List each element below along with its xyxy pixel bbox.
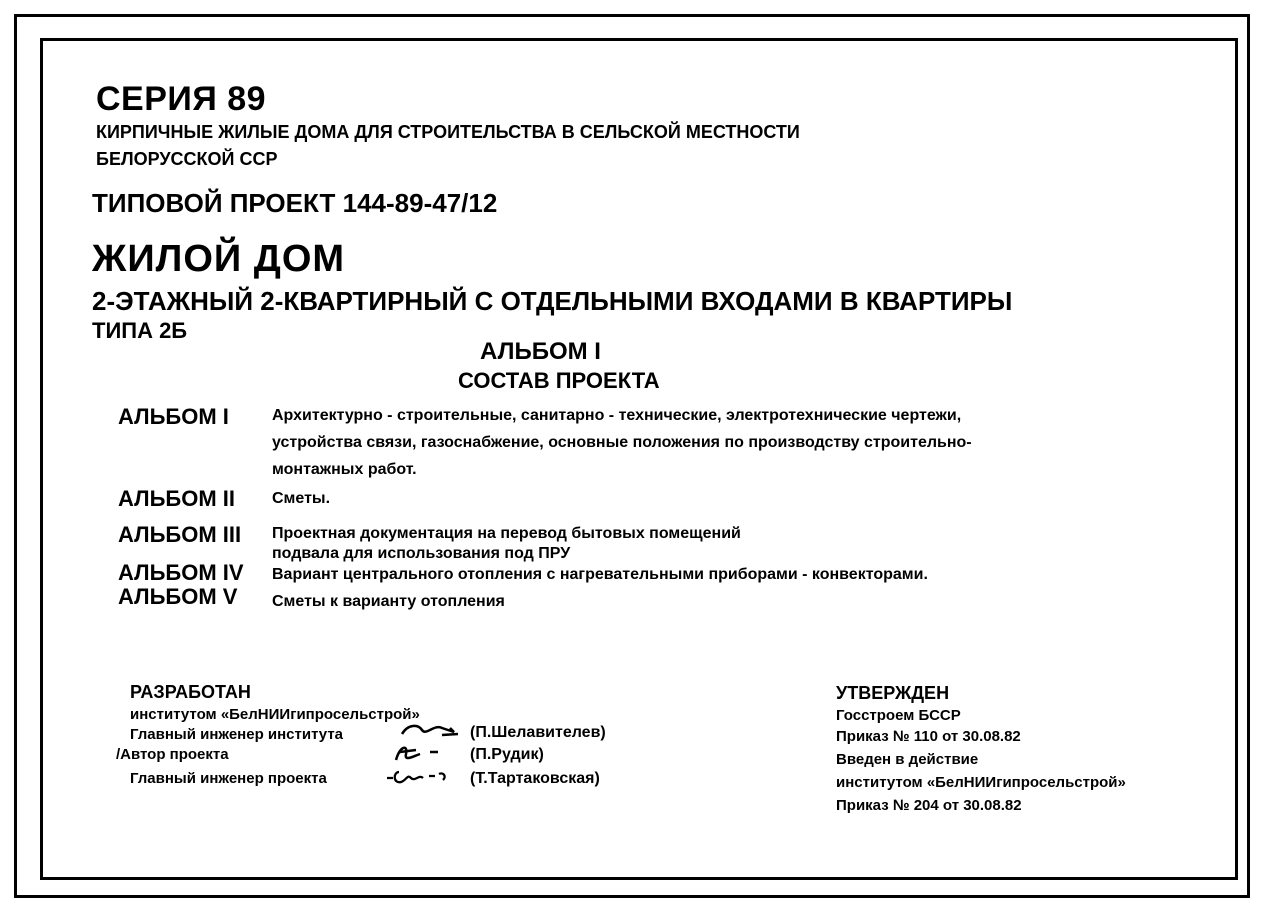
developer-role: Главный инженер института: [130, 726, 344, 743]
house-subtitle-2: ТИПА 2Б: [92, 318, 188, 343]
album-5-desc-line: Сметы к варианту отопления: [272, 593, 505, 610]
approved-line: институтом «БелНИИгипросельстрой»: [836, 774, 1126, 791]
album-1-desc-line: Архитектурно - строительные, санитарно - технические, электротехнические чертежи,: [272, 407, 962, 424]
approved-line: Введен в действие: [836, 751, 979, 768]
album-heading: АЛЬБОМ I: [480, 338, 601, 365]
developer-name: (Т.Тартаковская): [470, 770, 600, 787]
developer-role: Главный инженер проекта: [130, 770, 327, 787]
composition-heading: СОСТАВ ПРОЕКТА: [458, 368, 660, 393]
signature-project-author: [390, 742, 450, 766]
album-3-desc-line: подвала для использования под ПРУ: [272, 545, 571, 562]
album-2-desc-line: Сметы.: [272, 490, 331, 507]
approved-line: Приказ № 110 от 30.08.82: [836, 728, 1021, 745]
developed-institute: институтом «БелНИИгипросельстрой»: [130, 706, 420, 723]
album-2-label: АЛЬБОМ II: [118, 486, 235, 511]
developer-name: (П.Рудик): [470, 746, 544, 763]
album-1-desc-line: монтажных работ.: [272, 461, 417, 478]
series-title: СЕРИЯ 89: [96, 80, 267, 118]
album-3-desc-line: Проектная документация на перевод бытовых помещений: [272, 525, 741, 542]
series-subtitle-1: КИРПИЧНЫЕ ЖИЛЫЕ ДОМА ДЛЯ СТРОИТЕЛЬСТВА В СЕЛЬСКОЙ МЕСТНОСТИ: [96, 122, 800, 142]
approved-heading: УТВЕРЖДЕН: [836, 683, 950, 703]
album-4-desc-line: Вариант центрального отопления с нагревательными приборами - конвекторами.: [272, 566, 928, 583]
signature-chief-engineer-institute: [398, 720, 464, 742]
approved-line: Приказ № 204 от 30.08.82: [836, 797, 1022, 814]
developer-role: /Автор проекта: [116, 746, 229, 763]
house-title: ЖИЛОЙ ДОМ: [92, 238, 346, 280]
developed-heading: РАЗРАБОТАН: [130, 682, 251, 702]
album-3-label: АЛЬБОМ III: [118, 522, 242, 547]
series-subtitle-2: БЕЛОРУССКОЙ ССР: [96, 149, 278, 169]
album-1-label: АЛЬБОМ I: [118, 404, 229, 429]
album-4-label: АЛЬБОМ IV: [118, 560, 244, 585]
album-1-desc-line: устройства связи, газоснабжение, основные положения по производству строительно-: [272, 434, 972, 451]
signature-chief-engineer-project: [385, 766, 457, 788]
developer-name: (П.Шелавителев): [470, 724, 606, 741]
album-5-label: АЛЬБОМ V: [118, 584, 238, 609]
approved-line: Госстроем БССР: [836, 707, 961, 724]
house-subtitle-1: 2-ЭТАЖНЫЙ 2-КВАРТИРНЫЙ С ОТДЕЛЬНЫМИ ВХОДАМИ В КВАРТИРЫ: [92, 286, 1013, 316]
project-number: ТИПОВОЙ ПРОЕКТ 144-89-47/12: [92, 188, 498, 218]
